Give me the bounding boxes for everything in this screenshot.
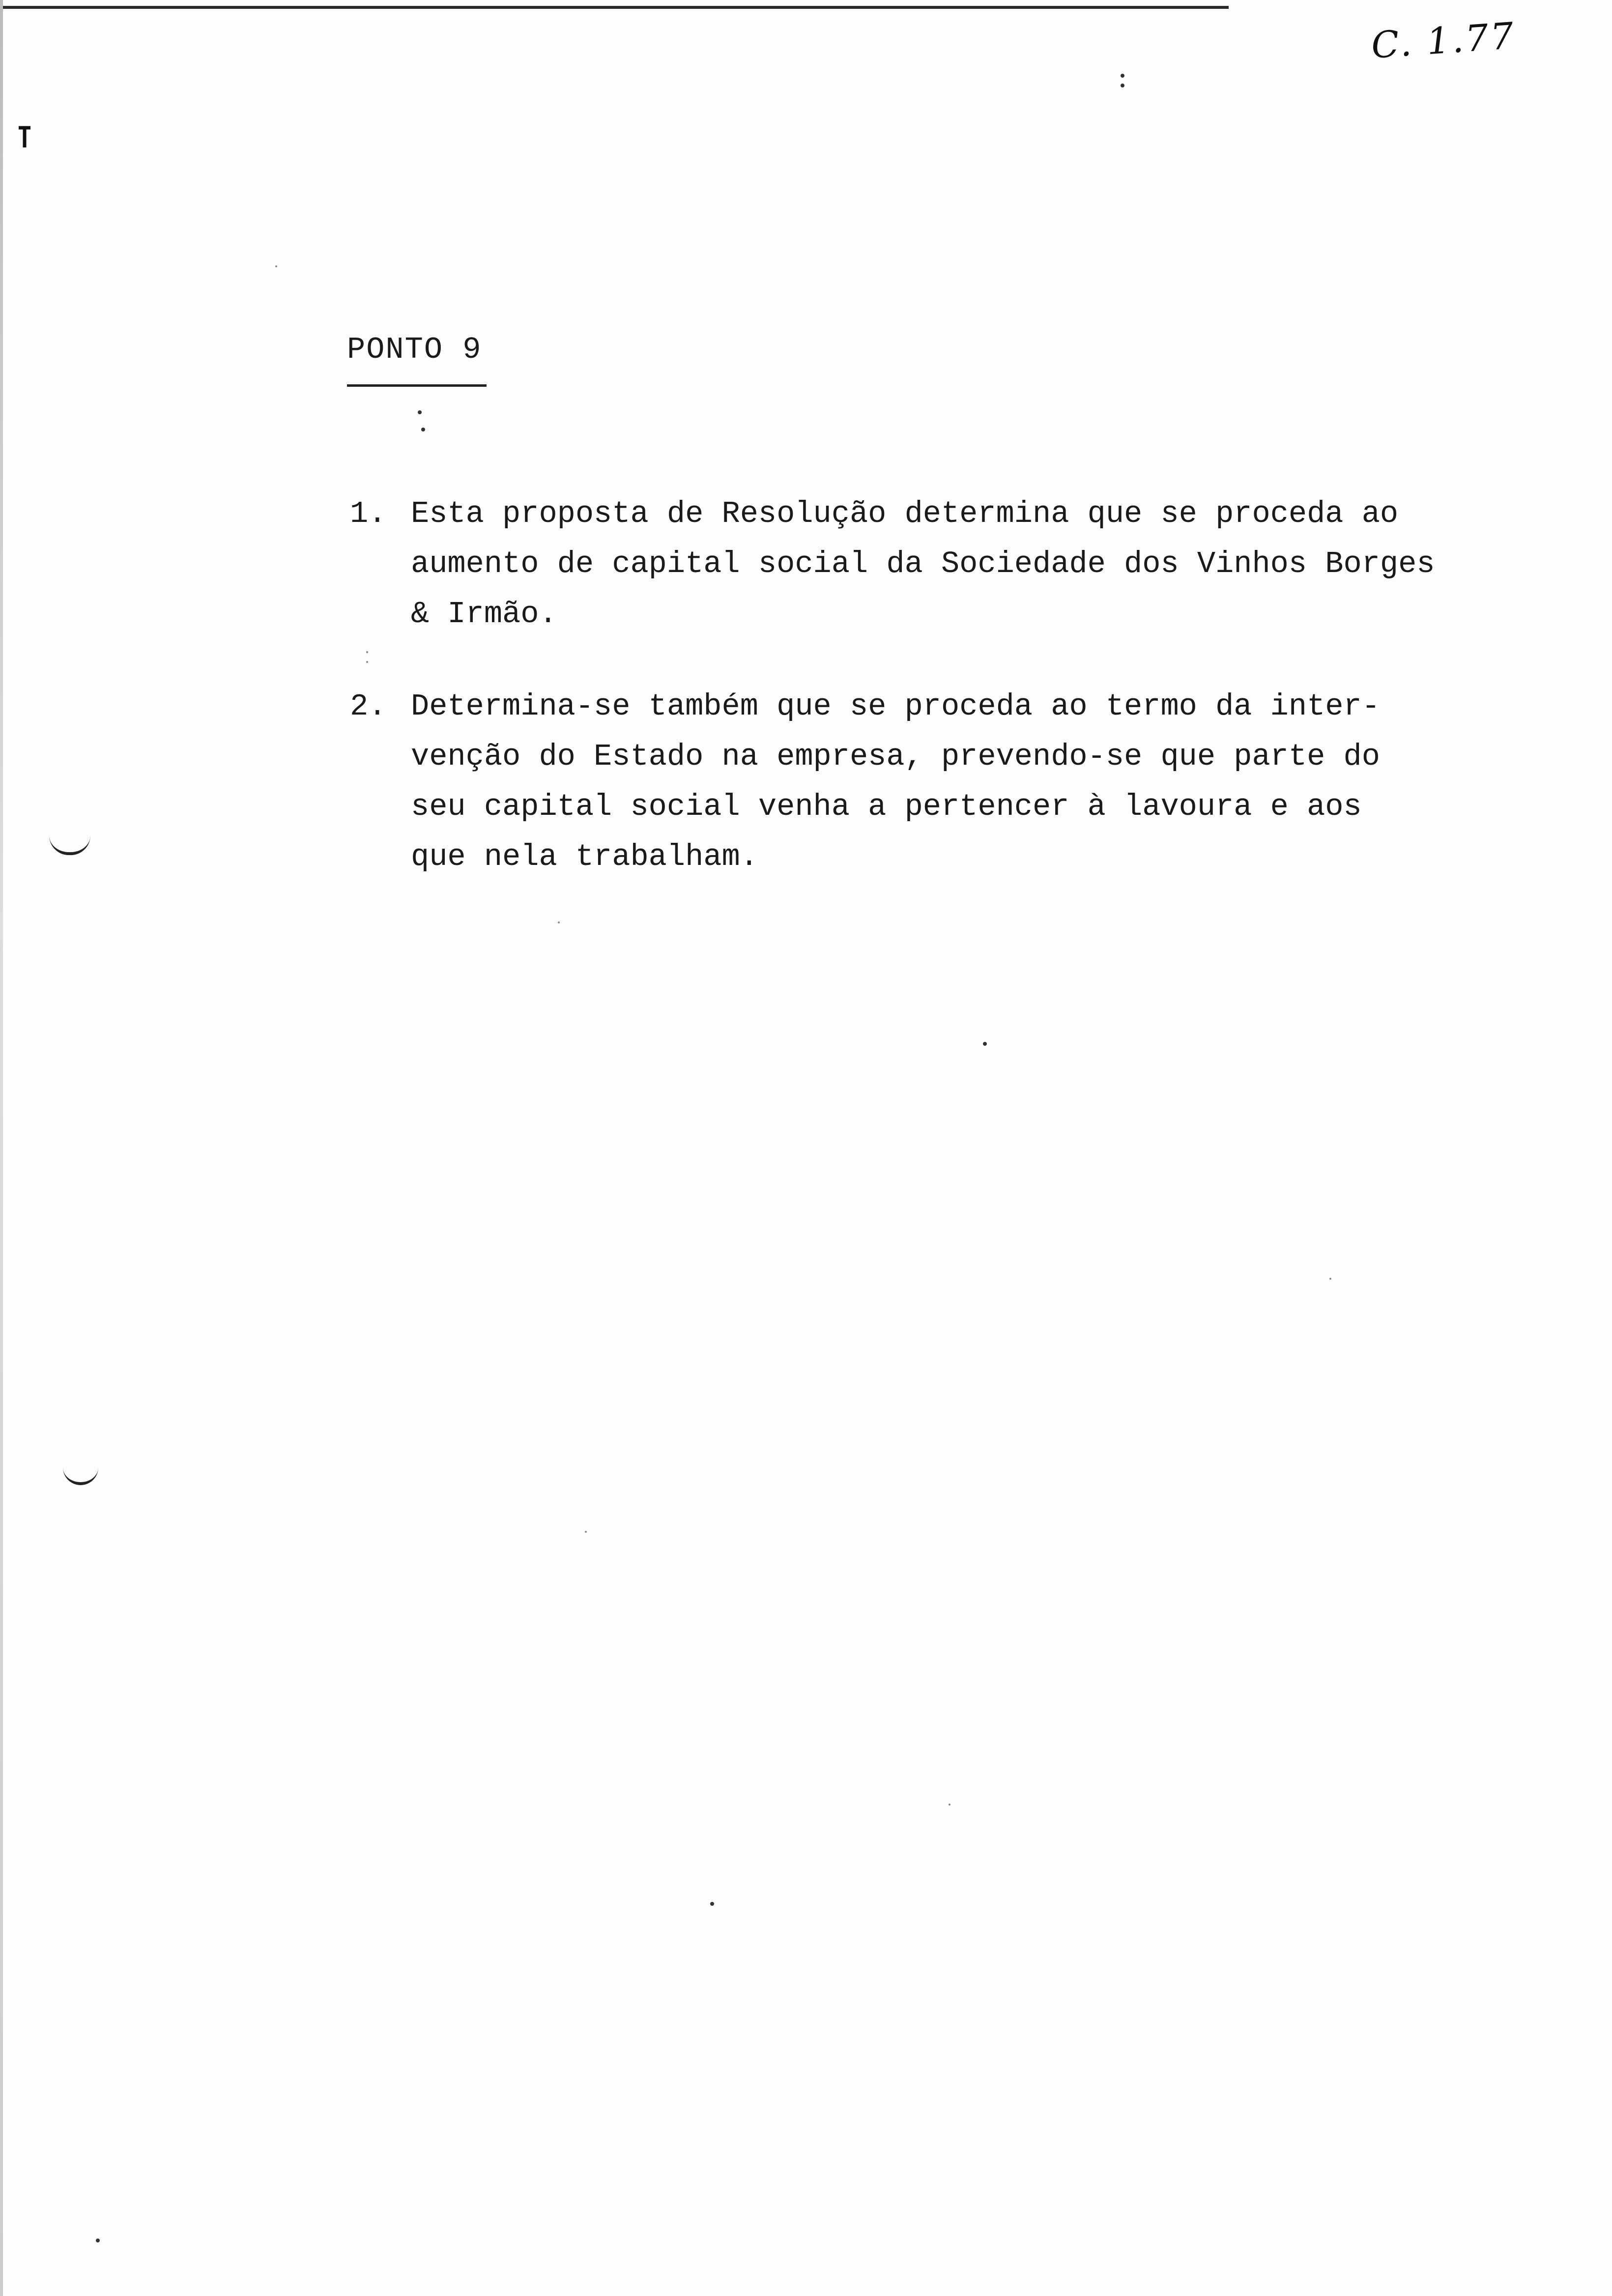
scan-artifact-speck <box>558 921 560 923</box>
scan-artifact-speck <box>366 661 368 663</box>
scan-artifact-speck <box>949 1804 950 1806</box>
section-heading: PONTO 9 <box>347 332 482 367</box>
scan-artifact-dot <box>710 1902 714 1906</box>
scan-artifact-speck <box>366 651 368 653</box>
item-line: seu capital social venha a pertencer à lavoura e aos <box>411 789 1362 824</box>
scan-artifact-mark <box>15 123 34 152</box>
scan-artifact-dot <box>418 410 422 414</box>
scan-artifact-speck <box>585 1531 587 1533</box>
scan-artifact-arc <box>63 1463 98 1485</box>
scan-artifact-dot <box>1121 74 1124 78</box>
scan-artifact-speck <box>1329 1278 1331 1280</box>
item-line: Determina-se também que se proceda ao termo da inter- <box>411 689 1380 724</box>
item-number: 1. <box>350 496 387 531</box>
scan-artifact-arc <box>49 835 90 855</box>
heading-underline <box>347 384 487 387</box>
scan-artifact-speck <box>275 265 277 267</box>
scan-artifact-dot <box>421 428 425 431</box>
scan-top-edge <box>0 6 1229 9</box>
scan-artifact-dot <box>1121 84 1124 87</box>
item-text <box>411 489 1581 639</box>
item-line: aumento de capital social da Sociedade dos Vinhos Borges <box>411 546 1435 581</box>
scan-artifact-dot <box>96 2239 100 2242</box>
scan-left-edge <box>0 0 3 2296</box>
item-number: 2. <box>350 689 387 724</box>
item-line: Esta proposta de Resolução determina que se proceda ao <box>411 496 1399 531</box>
item-text <box>411 682 1581 882</box>
scan-artifact-dot <box>983 1042 987 1046</box>
item-line: venção do Estado na empresa, prevendo-se que parte do <box>411 739 1380 774</box>
item-line: & Irmão. <box>411 597 557 631</box>
item-line: que nela trabalham. <box>411 839 758 874</box>
handwritten-reference: C. 1.77 <box>1370 14 1517 67</box>
